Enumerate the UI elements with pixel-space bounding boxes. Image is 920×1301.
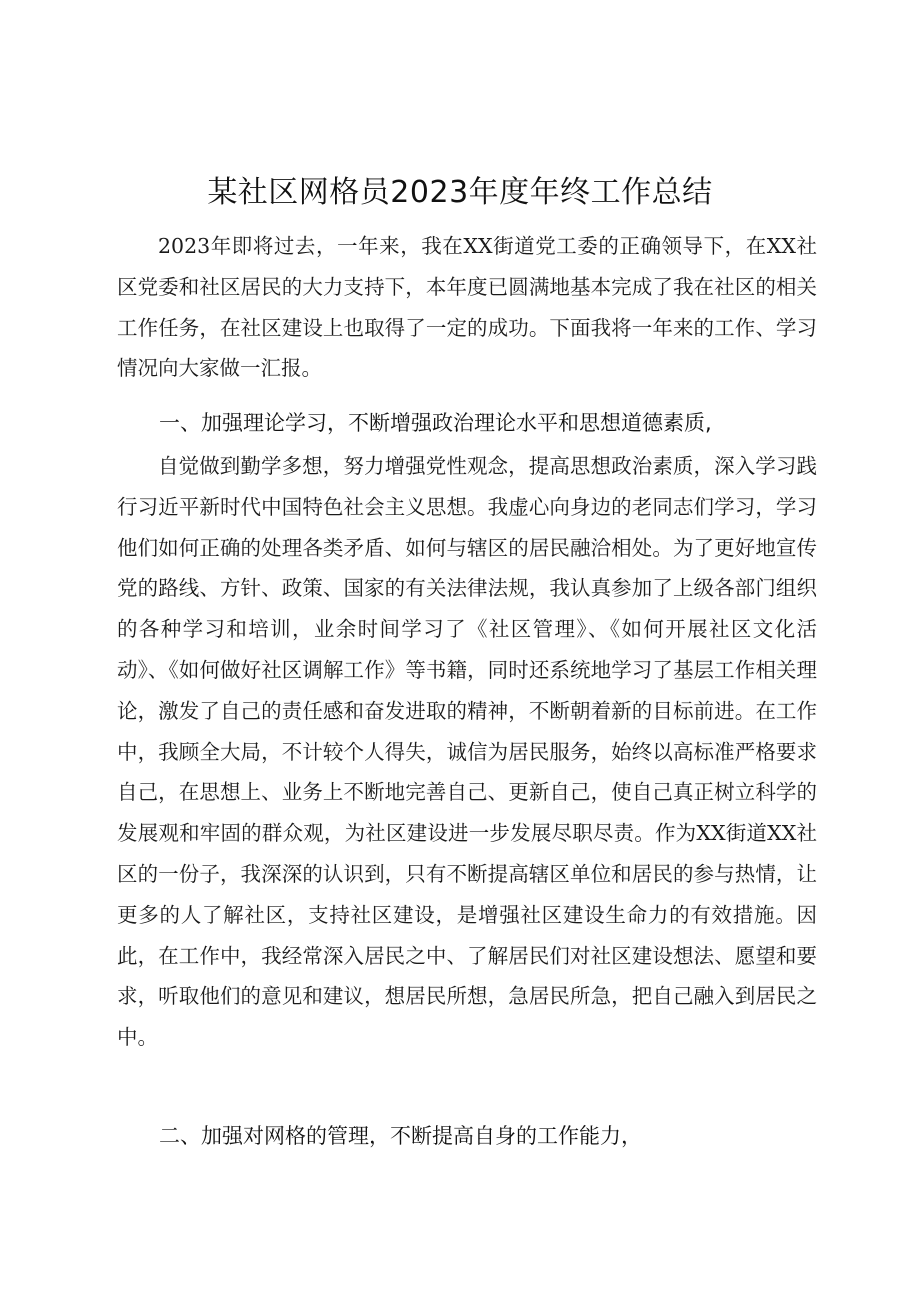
section-heading-2: 二、加强对网格的管理，不断提高自身的工作能力，	[159, 1124, 642, 1148]
section-heading-1: 一、加强理论学习，不断增强政治理论水平和思想道德素质,	[159, 411, 712, 435]
section-1-paragraph: 自觉做到勤学多想，努力增强党性观念，提高思想政治素质，深入学习践行习近平新时代中国特色社会主义思想。我虚心向身边的老同志们学习，学习他们如何正确的处理各类矛盾、如何与辖区的居民融洽相处。为了更好地宣传党的路线、方针、政策、国家的有关法律法规，我认真参加了上级各部门组织的各种学习和培训，业余时间学习了《社区管理》、《如何开展社区文化活动》、《如何做好社区调解工作》等书籍，同时还系统地学习了基层工作相关理论，激发了自己的责任感和奋发进取的精神，不断朝着新的目标前进。在工作中，我顾全大局，不计较个人得失，诚信为居民服务，始终以高标准严格要求自己，在思想上、业务上不断地完善自己、更新自己，使自己真正树立科学的发展观和牢固的群众观，为社区建设进一步发展尽职尽责。作为XX街道XX社区的一份子，我深深的认识到，只有不断提高辖区单位和居民的参与热情，让更多的人了解社区，支持社区建设，是增强社区建设生命力的有效措施。因此，在工作中，我经常深入居民之中、了解居民们对社区建设想法、愿望和要求，听取他们的意见和建议，想居民所想，急居民所急，把自己融入到居民之中。	[117, 454, 817, 1050]
document-title: 某社区网格员2023年度年终工作总结	[207, 175, 713, 210]
intro-paragraph: 2023年即将过去，一年来，我在XX街道党工委的正确领导下，在XX社区党委和社区居民的大力支持下，本年度已圆满地基本完成了我在社区的相关工作任务，在社区建设上也取得了一定的成功。下面我将一年来的工作、学习情况向大家做一汇报。	[117, 234, 817, 381]
